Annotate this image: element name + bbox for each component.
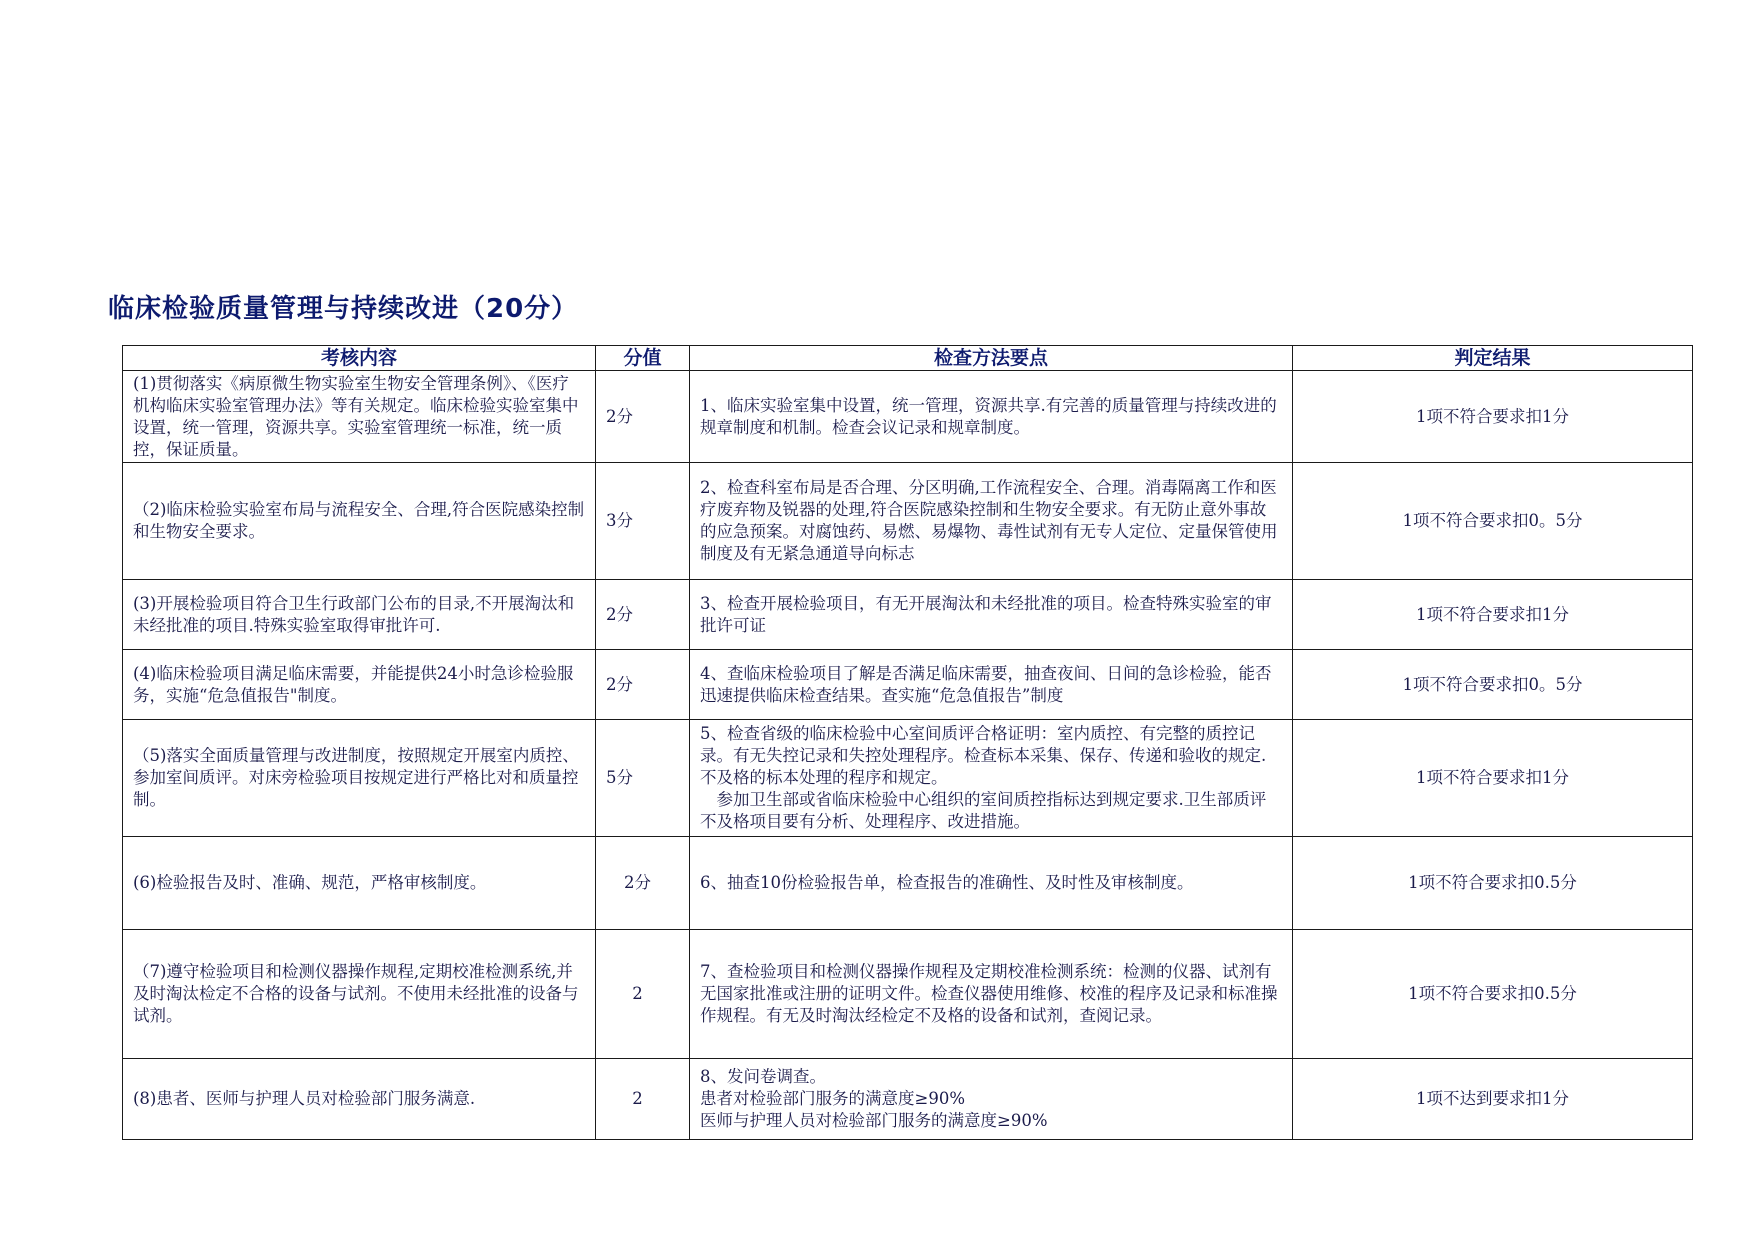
row-method: 8、发问卷调查。 患者对检验部门服务的满意度≥90% 医师与护理人员对检验部门服务的满意度≥90% [690, 1059, 1293, 1140]
row-result: 1项不符合要求扣0。5分 [1293, 463, 1693, 580]
table-row [123, 650, 1693, 720]
row-content: (6)检验报告及时、准确、规范，严格审核制度。 [123, 837, 596, 930]
row-method: 2、检查科室布局是否合理、分区明确,工作流程安全、合理。消毒隔离工作和医疗废弃物及锐器的处理,符合医院感染控制和生物安全要求。有无防止意外事故的应急预案。对腐蚀药、易燃、易爆物、毒性试剂有无专人定位、定量保管使用制度及有无紧急通道导向标志 [690, 463, 1293, 580]
row-result: 1项不符合要求扣0。5分 [1293, 650, 1693, 720]
page-title: 临床检验质量管理与持续改进（20分） [108, 294, 579, 324]
table-row [123, 463, 1693, 580]
row-score: 3分 [596, 463, 690, 580]
row-method: 7、查检验项目和检测仪器操作规程及定期校准检测系统：检测的仪器、试剂有无国家批准或注册的证明文件。检查仪器使用维修、校准的程序及记录和标准操作规程。有无及时淘汰经检定不及格的设备和试剂，查阅记录。 [690, 930, 1293, 1059]
row-method: 6、抽查10份检验报告单，检查报告的准确性、及时性及审核制度。 [690, 837, 1293, 930]
row-score: 2 [596, 1059, 690, 1140]
table-header-row [123, 346, 1693, 371]
row-result: 1项不达到要求扣1分 [1293, 1059, 1693, 1140]
header-method: 检查方法要点 [690, 346, 1293, 371]
row-result: 1项不符合要求扣1分 [1293, 580, 1693, 650]
row-score: 2分 [596, 371, 690, 463]
row-result: 1项不符合要求扣0.5分 [1293, 837, 1693, 930]
row-method: 3、检查开展检验项目，有无开展淘汰和未经批准的项目。检查特殊实验室的审批许可证 [690, 580, 1293, 650]
row-score: 2分 [596, 650, 690, 720]
table-row [123, 580, 1693, 650]
header-score: 分值 [596, 346, 690, 371]
row-score: 2分 [596, 580, 690, 650]
row-content: （7)遵守检验项目和检测仪器操作规程,定期校准检测系统,并及时淘汰检定不合格的设备与试剂。不使用未经批准的设备与试剂。 [123, 930, 596, 1059]
table-row [123, 930, 1693, 1059]
row-content: (1)贯彻落实《病原微生物实验室生物安全管理条例》、《医疗机构临床实验室管理办法》等有关规定。临床检验实验室集中设置，统一管理，资源共享。实验室管理统一标准，统一质控，保证质量。 [123, 371, 596, 463]
row-content: (8)患者、医师与护理人员对检验部门服务满意. [123, 1059, 596, 1140]
table-row [123, 1059, 1693, 1140]
row-content: （2)临床检验实验室布局与流程安全、合理,符合医院感染控制和生物安全要求。 [123, 463, 596, 580]
row-method: 5、检查省级的临床检验中心室间质评合格证明：室内质控、有完整的质控记录。有无失控记录和失控处理程序。检查标本采集、保存、传递和验收的规定.不及格的标本处理的程序和规定。 参加卫生部或省临床检验中心组织的室间质控指标达到规定要求.卫生部质评不及格项目要有分析、处理程序、改进措施。 [690, 720, 1293, 837]
row-result: 1项不符合要求扣1分 [1293, 371, 1693, 463]
row-method: 4、查临床检验项目了解是否满足临床需要，抽查夜间、日间的急诊检验，能否迅速提供临床检查结果。查实施“危急值报告”制度 [690, 650, 1293, 720]
row-method: 1、临床实验室集中设置，统一管理，资源共享.有完善的质量管理与持续改进的规章制度和机制。检查会议记录和规章制度。 [690, 371, 1293, 463]
table-row [123, 837, 1693, 930]
row-score: 2 [596, 930, 690, 1059]
row-result: 1项不符合要求扣1分 [1293, 720, 1693, 837]
row-score: 2分 [596, 837, 690, 930]
header-content: 考核内容 [123, 346, 596, 371]
header-result: 判定结果 [1293, 346, 1693, 371]
row-score: 5分 [596, 720, 690, 837]
row-content: (4)临床检验项目满足临床需要，并能提供24小时急诊检验服务，实施“危急值报告"制度。 [123, 650, 596, 720]
assessment-table [122, 345, 1693, 1140]
row-content: (3)开展检验项目符合卫生行政部门公布的目录,不开展淘汰和未经批准的项目.特殊实验室取得审批许可. [123, 580, 596, 650]
row-result: 1项不符合要求扣0.5分 [1293, 930, 1693, 1059]
table-row [123, 371, 1693, 463]
row-content: （5)落实全面质量管理与改进制度，按照规定开展室内质控、参加室间质评。对床旁检验项目按规定进行严格比对和质量控制。 [123, 720, 596, 837]
table-row [123, 720, 1693, 837]
